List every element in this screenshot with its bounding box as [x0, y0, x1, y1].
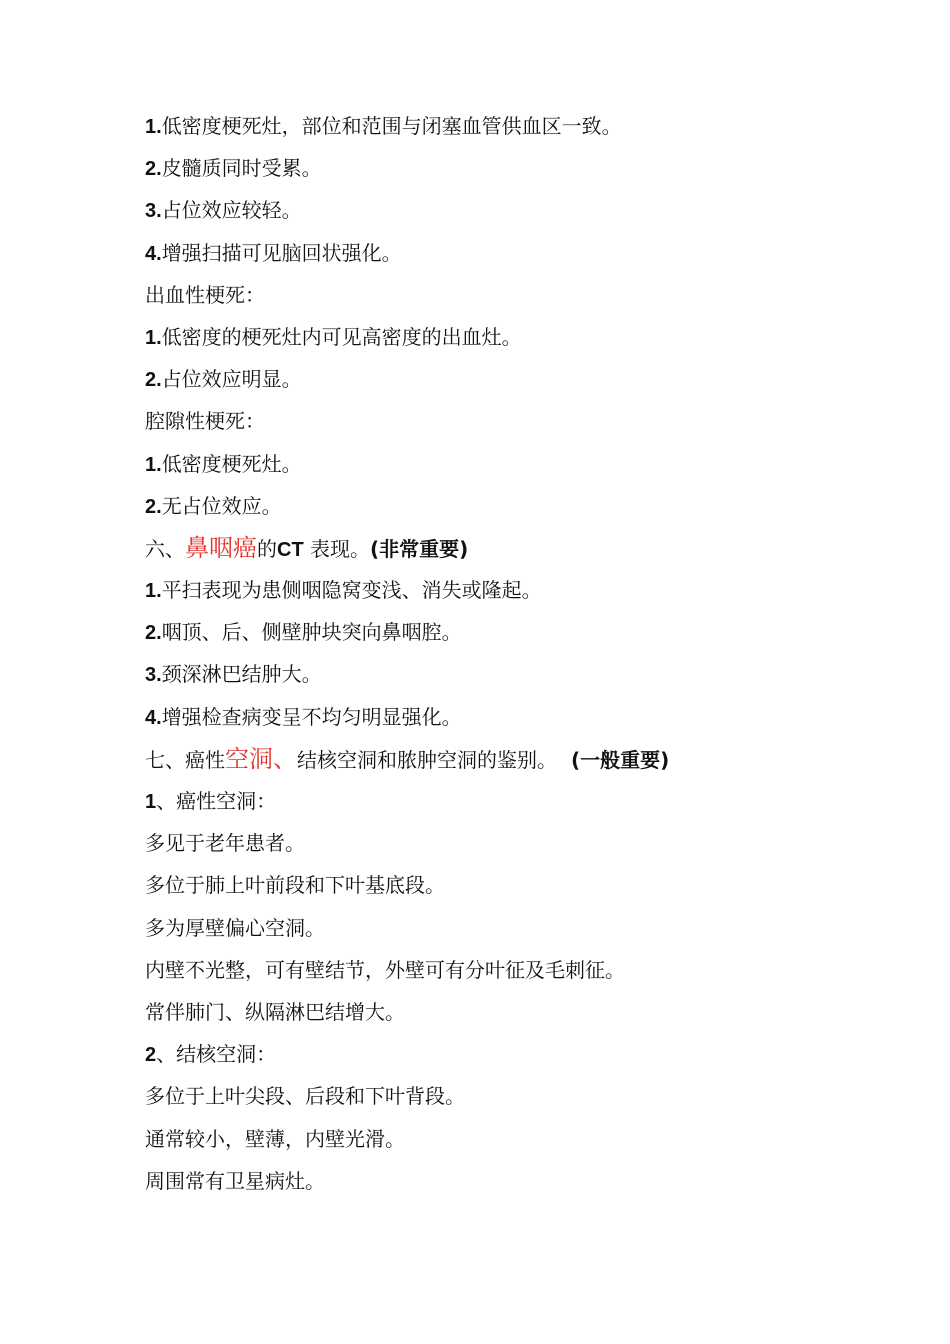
- text-line: [145, 1075, 865, 1117]
- text-line: [145, 696, 865, 738]
- text-line: [145, 864, 865, 906]
- item-number: 2.: [145, 158, 162, 181]
- item-text: 低密度梗死灶，部位和范围与闭塞血管供血区一致。: [161, 114, 622, 138]
- item-text: 常伴肺门、纵隔淋巴结增大。: [145, 999, 405, 1024]
- document-page: [145, 105, 865, 1202]
- item-text: 低密度的梗死灶内可见高密度的出血灶。: [161, 324, 522, 349]
- text-line: [145, 485, 865, 527]
- item-text: 增强检查病变呈不均匀明显强化。: [161, 704, 462, 729]
- item-text: 多见于老年患者。: [145, 831, 305, 856]
- item-number: 2.: [145, 622, 162, 645]
- text-line: [145, 105, 865, 147]
- subheading-text: 、癌性空洞：: [156, 789, 277, 813]
- section-prefix: 六、: [145, 536, 185, 561]
- item-number: 1.: [145, 326, 162, 349]
- importance-note: (非常重要): [370, 536, 469, 561]
- subheading-text: 、结核空洞：: [156, 1042, 277, 1067]
- text-line: [145, 949, 865, 991]
- item-text: 多位于上叶尖段、后段和下叶背段。: [145, 1084, 465, 1109]
- item-text: 占位效应明显。: [161, 367, 302, 392]
- text-line: [145, 189, 865, 231]
- item-number: 1: [145, 791, 157, 813]
- item-text: 皮髓质同时受累。: [161, 156, 322, 181]
- text-line: [145, 991, 865, 1033]
- subheading-text: 腔隙性梗死：: [145, 409, 265, 434]
- item-number: 1.: [145, 116, 162, 138]
- section-highlight: 空洞、: [225, 744, 297, 773]
- item-text: 低密度梗死灶。: [161, 451, 302, 476]
- text-line: [145, 316, 865, 358]
- section-heading: [145, 738, 865, 780]
- item-text: 内壁不光整，可有壁结节，外壁可有分叶征及毛刺征。: [145, 957, 625, 982]
- item-text: 无占位效应。: [161, 493, 282, 518]
- item-text: 增强扫描可见脑回状强化。: [161, 240, 402, 265]
- item-number: 4.: [145, 242, 162, 265]
- subheading: [145, 274, 865, 316]
- item-text: 颈深淋巴结肿大。: [161, 662, 322, 687]
- section-highlight: 鼻咽癌: [185, 533, 257, 562]
- subheading-text: 出血性梗死：: [145, 282, 265, 307]
- text-line: [145, 358, 865, 400]
- section-mid: 的: [257, 536, 277, 561]
- item-number: 4.: [145, 706, 162, 729]
- item-number: 1.: [145, 580, 162, 603]
- item-text: 占位效应较轻。: [161, 198, 302, 223]
- item-text: 多位于肺上叶前段和下叶基底段。: [145, 873, 445, 898]
- section-suffix: 表现。: [310, 536, 371, 561]
- subheading: [145, 1033, 865, 1075]
- item-text: 咽顶、后、侧壁肿块突向鼻咽腔。: [161, 620, 462, 645]
- text-line: [145, 822, 865, 864]
- item-number: 1.: [145, 453, 162, 476]
- item-text: 平扫表现为患侧咽隐窝变浅、消失或隆起。: [161, 578, 542, 603]
- item-number: 3.: [145, 664, 162, 687]
- text-line: [145, 611, 865, 653]
- importance-note: (一般重要): [571, 747, 670, 772]
- text-line: [145, 653, 865, 695]
- item-number: 2: [145, 1044, 157, 1067]
- section-heading: [145, 527, 865, 569]
- section-suffix: 结核空洞和脓肿空洞的鉴别。: [297, 747, 557, 772]
- text-line: [145, 1118, 865, 1160]
- item-text: 多为厚壁偏心空洞。: [145, 915, 325, 940]
- text-line: [145, 147, 865, 189]
- text-line: [145, 232, 865, 274]
- item-text: 周围常有卫星病灶。: [145, 1168, 325, 1193]
- item-number: 2.: [145, 369, 162, 392]
- section-prefix: 七、癌性: [145, 747, 225, 772]
- subheading: [145, 400, 865, 442]
- text-line: [145, 569, 865, 611]
- text-line: [145, 907, 865, 949]
- item-number: 2.: [145, 495, 162, 518]
- subheading: [145, 780, 865, 822]
- section-ct: CT: [277, 538, 304, 561]
- item-number: 3.: [145, 200, 162, 223]
- item-text: 通常较小，壁薄，内壁光滑。: [145, 1126, 405, 1151]
- text-line: [145, 1160, 865, 1202]
- text-line: [145, 443, 865, 485]
